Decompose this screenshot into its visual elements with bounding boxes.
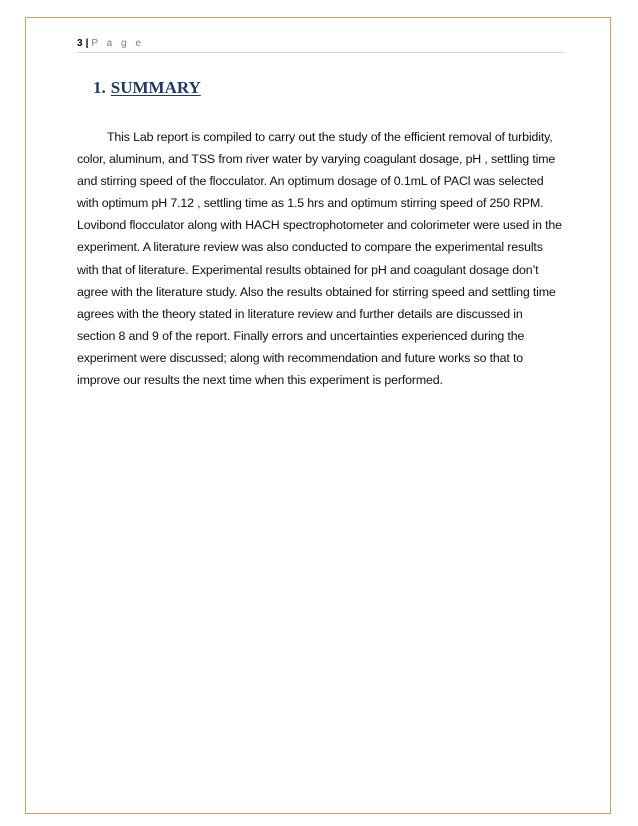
section-number: 1. [93,78,106,97]
page-header [77,38,564,53]
section-heading [93,77,201,99]
page-label: P a g e [91,38,144,49]
section-title: SUMMARY [110,78,201,97]
header-separator: | [85,38,89,49]
summary-paragraph: This Lab report is compiled to carry out the study of the efficient removal of turbidity, color, aluminum, and TSS from river water by varying coagulant dosage, pH , settling time and stirring speed of the flocculator. An optimum dosage of 0.1mL of PACl was selected with optimum pH 7.12 , settling time as 1.5 hrs and optimum stirring speed of 250 RPM. Lovibond flocculator along with HACH spectrophotometer and colorimeter were used in the experiment. A literature review was also conducted to compare the experimental results with that of literature. Experimental results obtained for pH and coagulant dosage don’t agree with the literature study. Also the results obtained for stirring speed and settling time agrees with the theory stated in literature review and further details are discussed in section 8 and 9 of the report. Finally errors and uncertainties experienced during the experiment were discussed; along with recommendation and future works so that to improve our results the next time when this experiment is performed. [77,130,562,388]
page-number: 3 [77,38,83,49]
